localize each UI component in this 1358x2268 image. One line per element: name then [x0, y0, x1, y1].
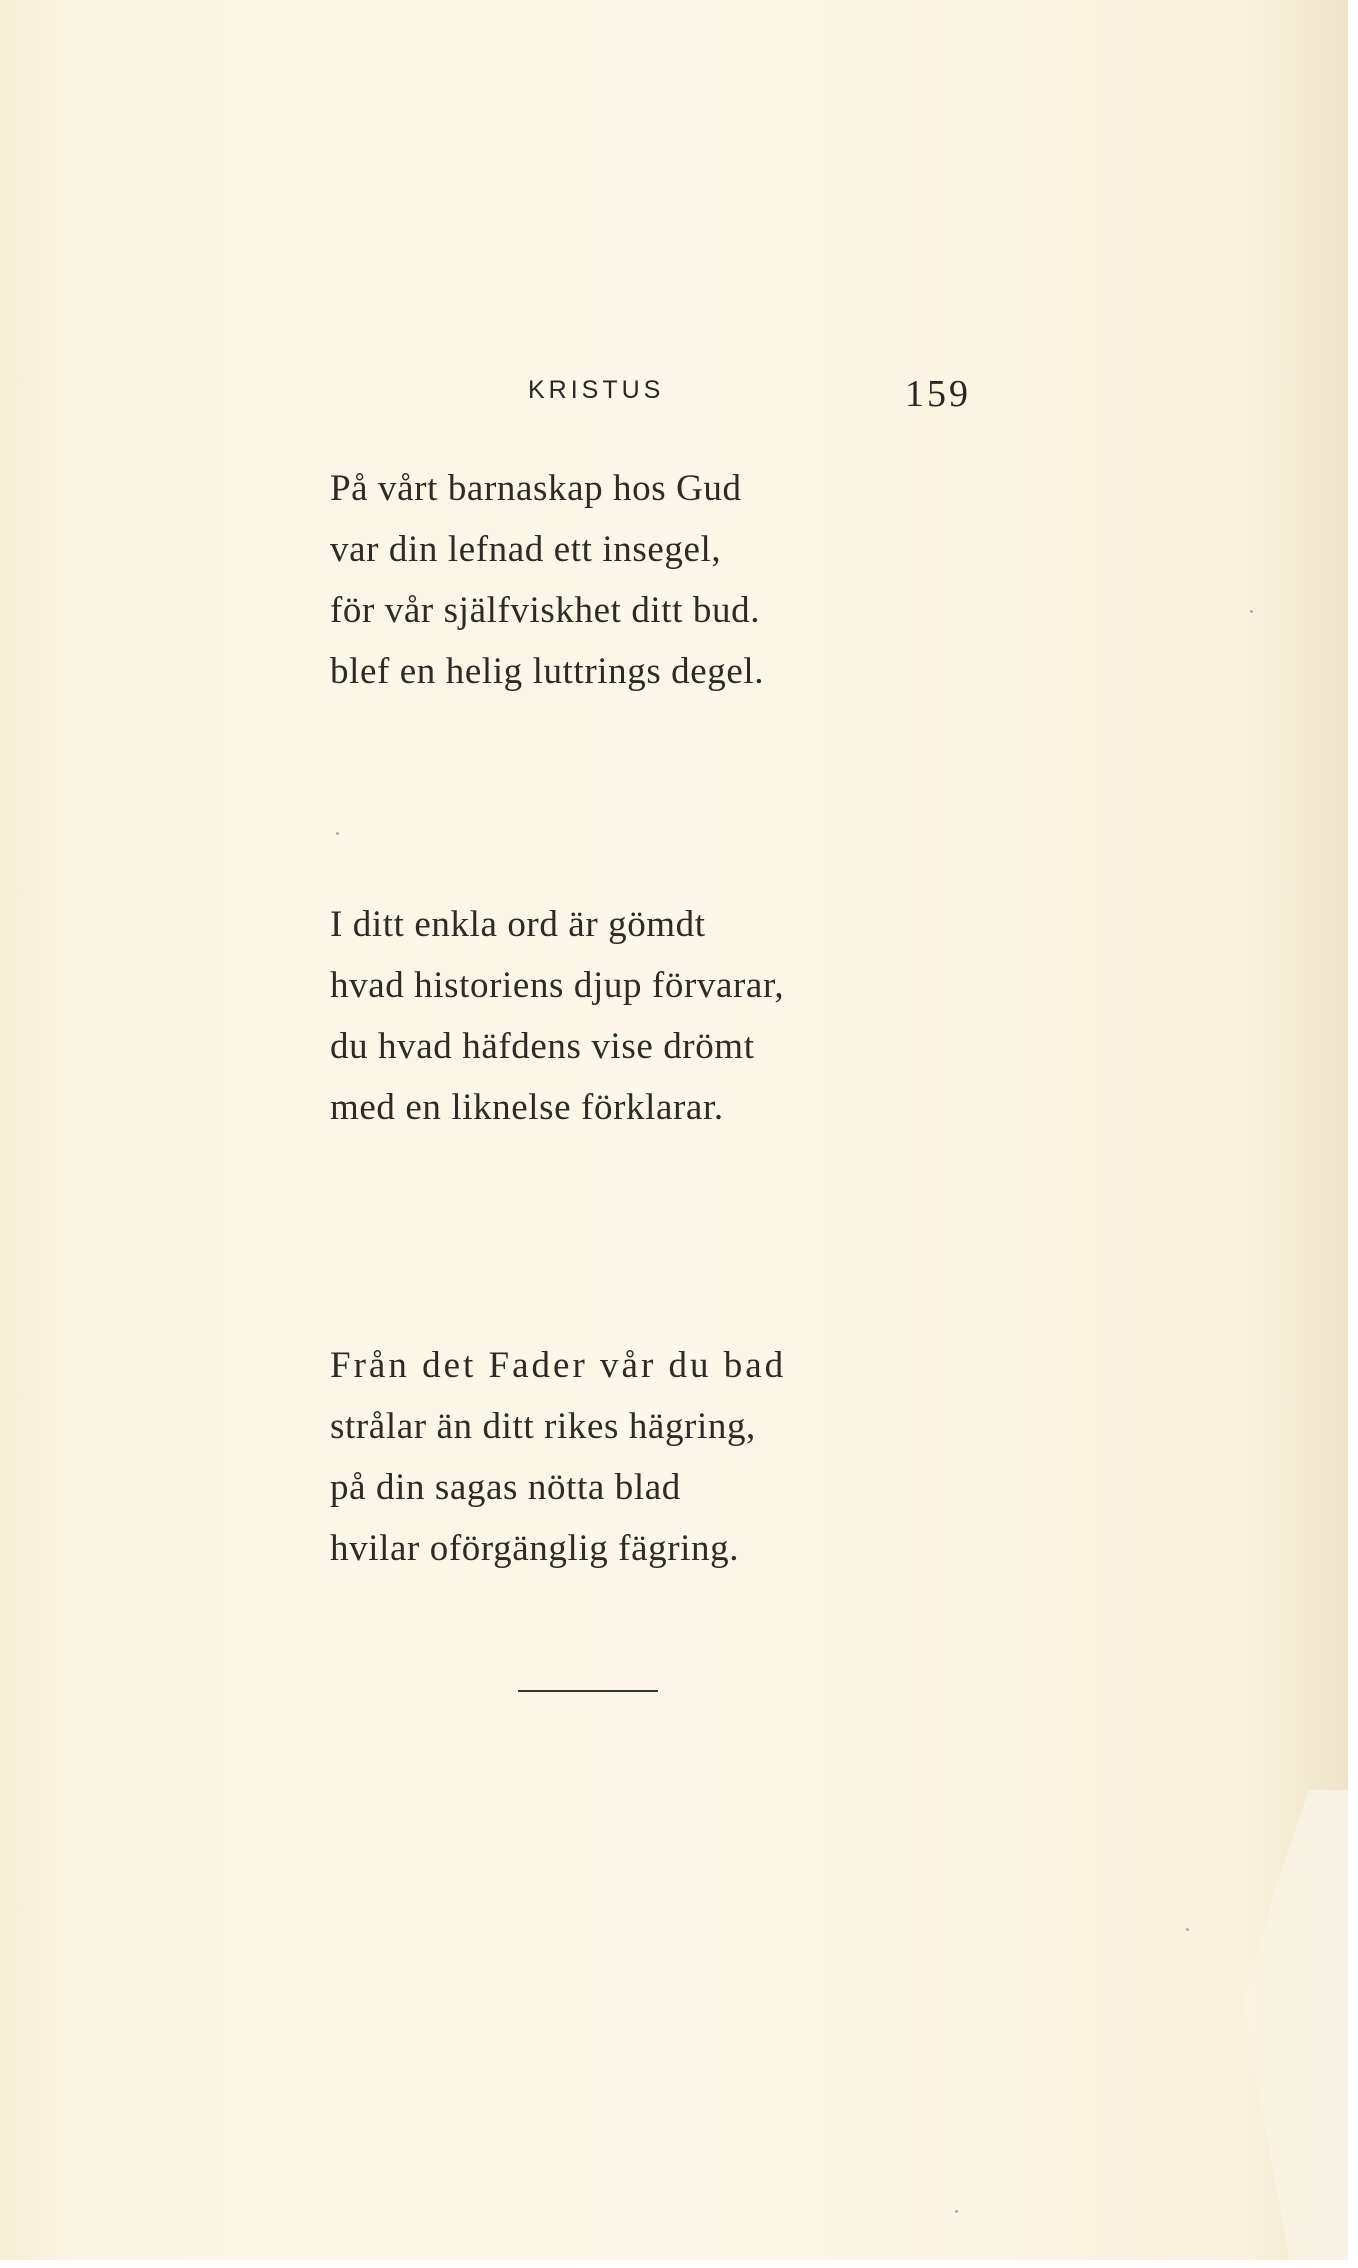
verse-line: Från det Fader vår du bad	[330, 1345, 787, 1386]
verse-line: för vår själfviskhet ditt bud.	[330, 590, 761, 631]
verse-line: var din lefnad ett insegel,	[330, 529, 722, 570]
paper-speck	[336, 832, 339, 835]
page-header	[0, 372, 1358, 422]
verse-line: du hvad häfdens vise drömt	[330, 1026, 755, 1067]
page-edge-right	[1348, 0, 1358, 2268]
page-number: 159	[905, 373, 971, 415]
verse-line: blef en helig luttrings degel.	[330, 651, 765, 692]
paper-speck	[1250, 610, 1253, 613]
verse-line: hvad historiens djup förvarar,	[330, 965, 785, 1006]
stanza-1	[330, 458, 950, 702]
stanza-3	[330, 1335, 950, 1579]
running-head: KRISTUS	[528, 376, 665, 404]
torn-corner	[1218, 1790, 1348, 2260]
verse-line: På vårt barnaskap hos Gud	[330, 468, 742, 509]
verse-line: på din sagas nötta blad	[330, 1467, 681, 1508]
verse-line: I ditt enkla ord är gömdt	[330, 904, 706, 945]
section-end-rule	[518, 1690, 658, 1692]
verse-line: strålar än ditt rikes hägring,	[330, 1406, 756, 1447]
stanza-2	[330, 894, 950, 1138]
verse-line: hvilar oförgänglig fägring.	[330, 1528, 740, 1569]
verse-line: med en liknelse förklarar.	[330, 1087, 724, 1128]
page-edge-bottom	[0, 2260, 1358, 2268]
paper-speck	[955, 2210, 958, 2213]
paper-speck	[1186, 1928, 1189, 1931]
